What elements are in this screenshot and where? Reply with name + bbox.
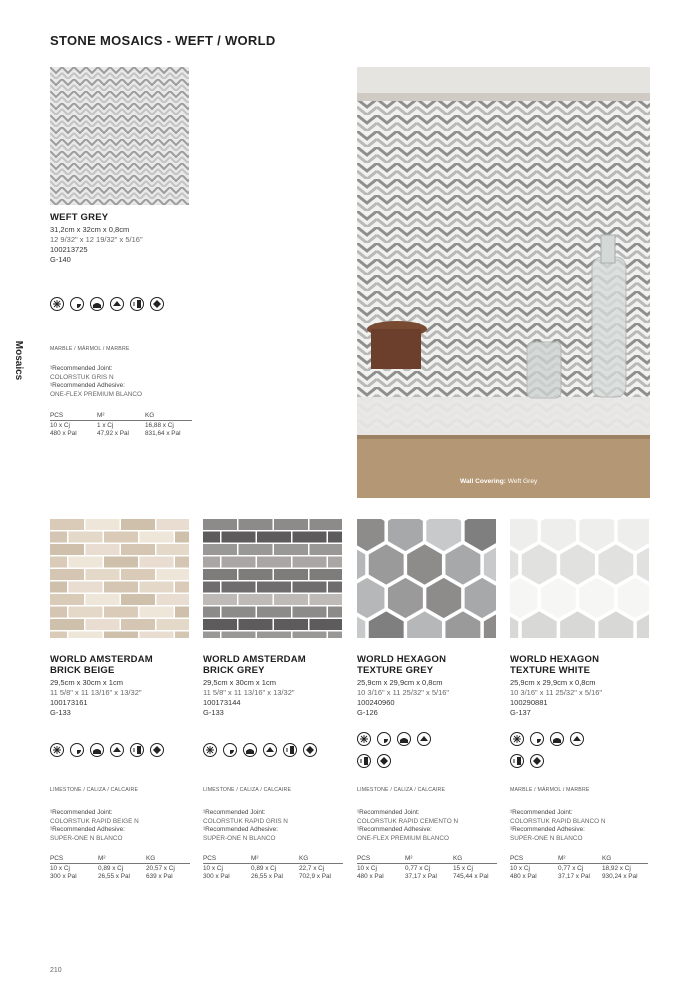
stain-icon: [150, 743, 164, 757]
table-row: [203, 873, 343, 881]
caption-label: Wall Covering:: [460, 478, 506, 485]
wall-icon: [570, 732, 584, 746]
frost-icon: [510, 732, 524, 746]
joint-value: COLORSTUK RAPID BEIGE N: [50, 817, 139, 825]
frost-icon: [203, 743, 217, 757]
product-code: 100173144: [203, 698, 241, 707]
chemical-icon: [510, 754, 524, 768]
cell: 480 x Pal: [510, 873, 537, 880]
wear-icon: [70, 297, 84, 311]
table-row: [50, 865, 190, 873]
product-name-line1: WORLD HEXAGON: [510, 654, 600, 665]
product-hexagon-white: [510, 654, 655, 718]
cell: 37,17 x Pal: [405, 873, 437, 880]
joint-value: COLORSTUK RAPID CEMENTO N: [357, 817, 459, 825]
material-label: LIMESTONE / CALIZA / CALCAIRE: [50, 787, 139, 793]
cell: 15 x Cj: [453, 865, 473, 872]
cell: 10 x Cj: [357, 865, 377, 872]
product-amsterdam-grey: [203, 654, 348, 718]
joint-label: ¹Recommended Joint:: [50, 365, 113, 372]
cell: 20,57 x Cj: [146, 865, 175, 872]
product-code: 100173161: [50, 698, 88, 707]
col-pcs: PCS: [203, 855, 217, 862]
floor-icon: [90, 743, 104, 757]
size-metric: 25,9cm x 29,9cm x 0,8cm: [510, 678, 596, 687]
product-details-beige: [50, 787, 198, 881]
product-weft-grey: [50, 212, 200, 265]
product-group: G-140: [50, 255, 71, 264]
stain-icon: [150, 297, 164, 311]
col-kg: KG: [146, 855, 156, 862]
page-number: 210: [50, 967, 62, 974]
cell: 26,55 x Pal: [251, 873, 283, 880]
adhesive-value: ONE-FLEX PREMIUM BLANCO: [357, 834, 449, 842]
col-pcs: PCS: [510, 855, 524, 862]
adhesive-value: SUPER-ONE N BLANCO: [50, 834, 123, 842]
size-imperial: 11 5/8" x 11 13/16" x 13/32": [50, 688, 142, 697]
col-m2: M²: [98, 855, 106, 862]
joint-value: COLORSTUK GRIS N: [50, 373, 114, 381]
size-metric: 29,5cm x 30cm x 1cm: [203, 678, 276, 687]
chemical-icon: [357, 754, 371, 768]
adhesive-value: SUPER-ONE N BLANCO: [203, 834, 276, 842]
adhesive-value: ONE-FLEX PREMIUM BLANCO: [50, 390, 142, 398]
cell: 10 x Cj: [203, 865, 223, 872]
frost-icon: [50, 743, 64, 757]
cell: 37,17 x Pal: [558, 873, 590, 880]
property-icons: [203, 743, 353, 757]
frost-icon: [357, 732, 371, 746]
table-row: [510, 873, 648, 881]
product-name-line1: WORLD AMSTERDAM: [203, 654, 306, 665]
stain-icon: [303, 743, 317, 757]
table-row: [50, 422, 192, 430]
col-kg: KG: [602, 855, 612, 862]
joint-label: ¹Recommended Joint:: [357, 809, 420, 816]
product-details-grey: [203, 787, 351, 881]
joint-label: ¹Recommended Joint:: [203, 809, 266, 816]
cell: 1 x Cj: [97, 422, 114, 429]
product-name: WEFT GREY: [50, 212, 109, 223]
table-row: [510, 865, 648, 873]
caption-value: Weft Grey: [507, 478, 538, 485]
col-m2: M²: [97, 412, 105, 419]
wall-icon: [110, 297, 124, 311]
cell: 930,24 x Pal: [602, 873, 638, 880]
size-imperial: 10 3/16" x 11 25/32" x 5/16": [510, 688, 603, 697]
material-label: LIMESTONE / CALIZA / CALCAIRE: [357, 787, 446, 793]
wall-icon: [417, 732, 431, 746]
floor-icon: [243, 743, 257, 757]
table-row: [357, 873, 497, 881]
product-code: 100213725: [50, 245, 88, 254]
page-title: STONE MOSAICS - WEFT / WORLD: [50, 33, 276, 48]
cell: 10 x Cj: [50, 865, 70, 872]
size-metric: 25,9cm x 29,9cm x 0,8cm: [357, 678, 443, 687]
table-row: [203, 865, 343, 873]
material-label: LIMESTONE / CALIZA / CALCAIRE: [203, 787, 292, 793]
section-tab-label: Mosaics: [13, 340, 25, 380]
adhesive-label: ¹Recommended Adhesive:: [357, 826, 432, 833]
cell: 47,92 x Pal: [97, 430, 129, 437]
packaging-table: [50, 412, 192, 438]
cell: 0,89 x Cj: [251, 865, 277, 872]
cell: 480 x Pal: [50, 430, 77, 437]
cell: 18,92 x Cj: [602, 865, 631, 872]
cell: 22,7 x Cj: [299, 865, 325, 872]
cell: 702,9 x Pal: [299, 873, 331, 880]
cell: 480 x Pal: [357, 873, 384, 880]
weft-grey-swatch: [50, 67, 189, 205]
chemical-icon: [130, 297, 144, 311]
product-name-line2: TEXTURE GREY: [357, 665, 434, 676]
hexagon-grey-swatch: [357, 519, 496, 638]
adhesive-label: ¹Recommended Adhesive:: [50, 826, 125, 833]
material-label: MARBLE / MÁRMOL / MARBRE: [510, 787, 590, 793]
product-name-line2: BRICK BEIGE: [50, 665, 115, 676]
table-row: [50, 430, 192, 438]
table-row: [357, 865, 497, 873]
chemical-icon: [283, 743, 297, 757]
product-code: 100240960: [357, 698, 395, 707]
product-name-line2: BRICK GREY: [203, 665, 265, 676]
joint-label: ¹Recommended Joint:: [50, 809, 113, 816]
size-metric: 29,5cm x 30cm x 1cm: [50, 678, 123, 687]
wear-icon: [530, 732, 544, 746]
col-m2: M²: [251, 855, 259, 862]
product-details-hex-white: [510, 787, 655, 881]
amsterdam-grey-swatch: [203, 519, 342, 638]
packaging-table: [357, 855, 497, 881]
product-name-line1: WORLD HEXAGON: [357, 654, 447, 665]
cell: 10 x Cj: [510, 865, 530, 872]
product-group: G-133: [50, 708, 71, 717]
col-kg: KG: [299, 855, 309, 862]
frost-icon: [50, 297, 64, 311]
col-pcs: PCS: [50, 412, 64, 419]
adhesive-label: ¹Recommended Adhesive:: [50, 382, 125, 389]
amsterdam-beige-swatch: [50, 519, 189, 638]
joint-value: COLORSTUK RAPID BLANCO N: [510, 817, 606, 825]
stain-icon: [377, 754, 391, 768]
cell: 0,77 x Cj: [405, 865, 431, 872]
product-group: G-126: [357, 708, 378, 717]
cell: 639 x Pal: [146, 873, 173, 880]
cell: 0,89 x Cj: [98, 865, 124, 872]
floor-icon: [397, 732, 411, 746]
col-kg: KG: [453, 855, 463, 862]
cell: 745,44 x Pal: [453, 873, 489, 880]
property-icons: [357, 732, 442, 768]
packaging-table: [50, 855, 190, 881]
cell: 16,88 x Cj: [145, 422, 174, 429]
cell: 26,55 x Pal: [98, 873, 130, 880]
property-icons: [510, 732, 595, 768]
col-pcs: PCS: [50, 855, 64, 862]
cell: 300 x Pal: [203, 873, 230, 880]
product-details-weft: [50, 346, 200, 438]
cell: 10 x Cj: [50, 422, 70, 429]
table-row: [50, 873, 190, 881]
joint-value: COLORSTUK RAPID GRIS N: [203, 817, 288, 825]
wear-icon: [223, 743, 237, 757]
wear-icon: [70, 743, 84, 757]
product-group: G-133: [203, 708, 224, 717]
size-metric: 31,2cm x 32cm x 0,8cm: [50, 225, 130, 234]
packaging-table: [203, 855, 343, 881]
adhesive-value: SUPER-ONE N BLANCO: [510, 834, 583, 842]
cell: 0,77 x Cj: [558, 865, 584, 872]
cell: 831,64 x Pal: [145, 430, 181, 437]
col-m2: M²: [558, 855, 566, 862]
product-group: G-137: [510, 708, 531, 717]
product-hexagon-grey: [357, 654, 502, 718]
packaging-table: [510, 855, 648, 881]
stain-icon: [530, 754, 544, 768]
section-tab: [6, 340, 32, 380]
product-details-hex-grey: [357, 787, 505, 881]
col-pcs: PCS: [357, 855, 371, 862]
product-name-line2: TEXTURE WHITE: [510, 665, 591, 676]
size-imperial: 11 5/8" x 11 13/16" x 13/32": [203, 688, 295, 697]
property-icons: [50, 297, 200, 311]
property-icons: [50, 743, 200, 757]
joint-label: ¹Recommended Joint:: [510, 809, 573, 816]
adhesive-label: ¹Recommended Adhesive:: [203, 826, 278, 833]
floor-icon: [90, 297, 104, 311]
hexagon-white-swatch: [510, 519, 649, 638]
wear-icon: [377, 732, 391, 746]
product-amsterdam-beige: [50, 654, 195, 718]
hero-image: [357, 67, 650, 498]
col-kg: KG: [145, 412, 155, 419]
hero-caption: [460, 478, 537, 485]
floor-icon: [550, 732, 564, 746]
material-label: MARBLE / MÁRMOL / MARBRE: [50, 346, 130, 352]
col-m2: M²: [405, 855, 413, 862]
wall-icon: [110, 743, 124, 757]
size-imperial: 12 9/32" x 12 19/32" x 5/16": [50, 235, 143, 244]
product-code: 100290881: [510, 698, 548, 707]
product-name-line1: WORLD AMSTERDAM: [50, 654, 153, 665]
adhesive-label: ¹Recommended Adhesive:: [510, 826, 585, 833]
chemical-icon: [130, 743, 144, 757]
wall-icon: [263, 743, 277, 757]
cell: 300 x Pal: [50, 873, 77, 880]
size-imperial: 10 3/16" x 11 25/32" x 5/16": [357, 688, 450, 697]
